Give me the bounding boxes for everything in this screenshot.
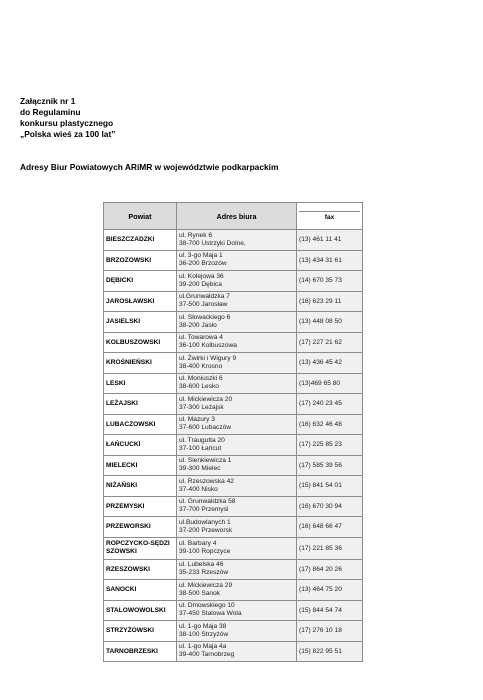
address-street: ul. Słowackiego 6: [179, 313, 231, 321]
table-row: [104, 476, 363, 497]
address-city: 37-450 Stalowa Wola: [179, 610, 242, 618]
cell-powiat: [104, 537, 177, 559]
heading-line-title: „Polska wieś za 100 lat”: [20, 129, 116, 139]
cell-adres: [177, 435, 297, 456]
address-street: ul. Traugutta 20: [179, 436, 225, 444]
heading-line-annex: Załącznik nr 1: [20, 96, 76, 106]
address-city: 36-200 Brzozów: [179, 260, 227, 268]
cell-fax: (16) 623 29 11: [297, 291, 363, 312]
cell-adres: [177, 641, 297, 662]
cell-adres: [177, 559, 297, 580]
address-city: 39-300 Mielec: [179, 465, 221, 473]
address-city: 36-100 Kolbuszowa: [179, 342, 237, 350]
cell-fax: (16) 648 66 47: [297, 517, 363, 538]
cell-adres: [177, 517, 297, 538]
header-adres: Adres biura: [177, 203, 297, 230]
table-row: [104, 332, 363, 353]
table-row: [104, 312, 363, 333]
address-street: ul. 3-go Maja 1: [179, 252, 223, 260]
cell-powiat: LEŻAJSKI: [104, 394, 177, 415]
address-city: 39-400 Tarnobrzeg: [179, 651, 235, 659]
cell-powiat: NIŻAŃSKI: [104, 476, 177, 497]
table-row: [104, 537, 363, 559]
address-street: ul. Kolejowa 36: [179, 272, 224, 280]
address-street: ul. 1-go Maja 4a: [179, 643, 227, 651]
address-city: 39-200 Dębica: [179, 280, 222, 288]
cell-adres: [177, 537, 297, 559]
address-city: 39-100 Ropczyce: [179, 548, 231, 555]
address-street: ul. Żwirki i Wigury 9: [179, 354, 237, 362]
cell-adres: [177, 332, 297, 353]
cell-adres: [177, 580, 297, 601]
cell-fax: (17) 585 39 56: [297, 455, 363, 476]
header-fax-label: fax: [299, 211, 360, 221]
cell-powiat: LUBACZOWSKI: [104, 414, 177, 435]
address-city: 35-233 Rzeszów: [179, 569, 229, 577]
cell-fax: (13) 448 08 50: [297, 312, 363, 333]
cell-fax: (16) 632 46 48: [297, 414, 363, 435]
cell-powiat: LESKI: [104, 373, 177, 394]
table-row: [104, 496, 363, 517]
address-city: 38-400 Krosno: [179, 362, 223, 370]
table-row: [104, 373, 363, 394]
cell-fax: (14) 670 35 73: [297, 271, 363, 292]
cell-adres: [177, 291, 297, 312]
cell-adres: [177, 312, 297, 333]
cell-fax: (17) 227 21 62: [297, 332, 363, 353]
header-fax: [297, 203, 363, 230]
cell-powiat: MIELECKI: [104, 455, 177, 476]
cell-powiat: ŁAŃCUCKI: [104, 435, 177, 456]
address-city: 38-200 Jasło: [179, 321, 217, 329]
cell-adres: [177, 476, 297, 497]
cell-powiat: STRZYŻOWSKI: [104, 621, 177, 642]
cell-adres: [177, 250, 297, 271]
cell-powiat-text: ROPCZYCKO-SĘDZISZOWSKI: [106, 540, 170, 555]
table-body: [104, 230, 363, 662]
cell-fax: (17) 225 85 23: [297, 435, 363, 456]
address-city: 37-200 Przeworsk: [179, 526, 233, 534]
table-row: [104, 250, 363, 271]
table-row: [104, 517, 363, 538]
address-street: ul. Barbary 4: [179, 539, 217, 547]
cell-powiat: PRZEWORSKI: [104, 517, 177, 538]
address-city: 37-600 Lubaczów: [179, 424, 232, 432]
address-street: ul. Sienkiewicza 1: [179, 457, 232, 465]
cell-powiat: SANOCKI: [104, 580, 177, 601]
cell-powiat: KROŚNIEŃSKI: [104, 353, 177, 374]
table-caption: Adresy Biur Powiatowych ARiMR w województwie podkarpackim: [20, 162, 279, 172]
address-street: ul. Dmowskiego 10: [179, 602, 235, 610]
address-street: ul. Mickiewicza 29: [179, 581, 233, 589]
address-city: 37-500 Jarosław: [179, 301, 228, 309]
cell-fax: (15) 844 54 74: [297, 600, 363, 621]
address-street: ul.Grunwaldzka 7: [179, 293, 230, 301]
cell-fax: (16) 670 30 94: [297, 496, 363, 517]
address-city: 38-700 Ustrzyki Dolne,: [179, 239, 246, 247]
table-header-row: [104, 203, 363, 230]
table-row: [104, 621, 363, 642]
cell-fax: (17) 864 20 26: [297, 559, 363, 580]
table-row: [104, 291, 363, 312]
cell-adres: [177, 373, 297, 394]
cell-fax: (17) 240 23 45: [297, 394, 363, 415]
table-row: [104, 394, 363, 415]
cell-fax: (13) 464 75 20: [297, 580, 363, 601]
address-street: ul. Grunwaldzka 58: [179, 498, 236, 506]
header-powiat: Powiat: [104, 203, 177, 230]
cell-adres: [177, 414, 297, 435]
heading-line-contest: konkursu plastycznego: [20, 118, 114, 128]
document-heading: [20, 96, 115, 140]
address-city: 38-600 Lesko: [179, 383, 219, 391]
table-row: [104, 455, 363, 476]
cell-fax: (17) 221 85 36: [297, 537, 363, 559]
address-city: 37-700 Przemyśl: [179, 506, 229, 514]
table-row: [104, 230, 363, 251]
cell-powiat: BIESZCZADZKI: [104, 230, 177, 251]
cell-adres: [177, 455, 297, 476]
table-row: [104, 600, 363, 621]
cell-adres: [177, 271, 297, 292]
cell-powiat: DĘBICKI: [104, 271, 177, 292]
table-row: [104, 435, 363, 456]
cell-powiat: JASIELSKI: [104, 312, 177, 333]
cell-powiat: KOLBUSZOWSKI: [104, 332, 177, 353]
address-city: 37-400 Nisko: [179, 485, 218, 493]
address-street: ul. Lubelska 46: [179, 561, 224, 569]
cell-powiat: PRZEMYSKI: [104, 496, 177, 517]
table-row: [104, 559, 363, 580]
cell-powiat: TARNOBRZESKI: [104, 641, 177, 662]
cell-fax: (15) 822 95 51: [297, 641, 363, 662]
address-street: ul. 1-go Maja 38: [179, 622, 227, 630]
cell-powiat: JAROSŁAWSKI: [104, 291, 177, 312]
cell-adres: [177, 394, 297, 415]
table-row: [104, 353, 363, 374]
address-street: ul. Rynek 6: [179, 231, 212, 239]
table-row: [104, 271, 363, 292]
address-city: 37-100 Łańcut: [179, 444, 222, 452]
cell-adres: [177, 496, 297, 517]
cell-fax: (15) 841 54 01: [297, 476, 363, 497]
address-city: 38-500 Sanok: [179, 589, 221, 597]
cell-fax: (13) 434 31 61: [297, 250, 363, 271]
heading-line-regulation: do Regulaminu: [20, 107, 81, 117]
cell-adres: [177, 600, 297, 621]
cell-adres: [177, 353, 297, 374]
address-street: ul. Mazury 3: [179, 416, 215, 424]
address-street: ul. Moniuszki 6: [179, 375, 223, 383]
cell-adres: [177, 230, 297, 251]
cell-powiat: BRZOZOWSKI: [104, 250, 177, 271]
address-street: ul.Budowlanych 1: [179, 518, 231, 526]
cell-fax: (17) 276 10 18: [297, 621, 363, 642]
cell-powiat: STALOWOWOLSKI: [104, 600, 177, 621]
cell-fax: (13) 436 45 42: [297, 353, 363, 374]
address-city: 38-100 Strzyżów: [179, 630, 229, 638]
cell-adres: [177, 621, 297, 642]
table-row: [104, 580, 363, 601]
address-street: ul. Rzeszowska 42: [179, 477, 234, 485]
address-city: 37-300 Leżajsk: [179, 403, 224, 411]
cell-powiat: RZESZOWSKI: [104, 559, 177, 580]
address-street: ul. Towarowa 4: [179, 334, 223, 342]
table-row: [104, 641, 363, 662]
address-street: ul. Mickiewicza 20: [179, 395, 233, 403]
cell-fax: (13) 461 11 41: [297, 230, 363, 251]
cell-fax: (13)469 65 80: [297, 373, 363, 394]
offices-table: [103, 202, 363, 662]
table-row: [104, 414, 363, 435]
